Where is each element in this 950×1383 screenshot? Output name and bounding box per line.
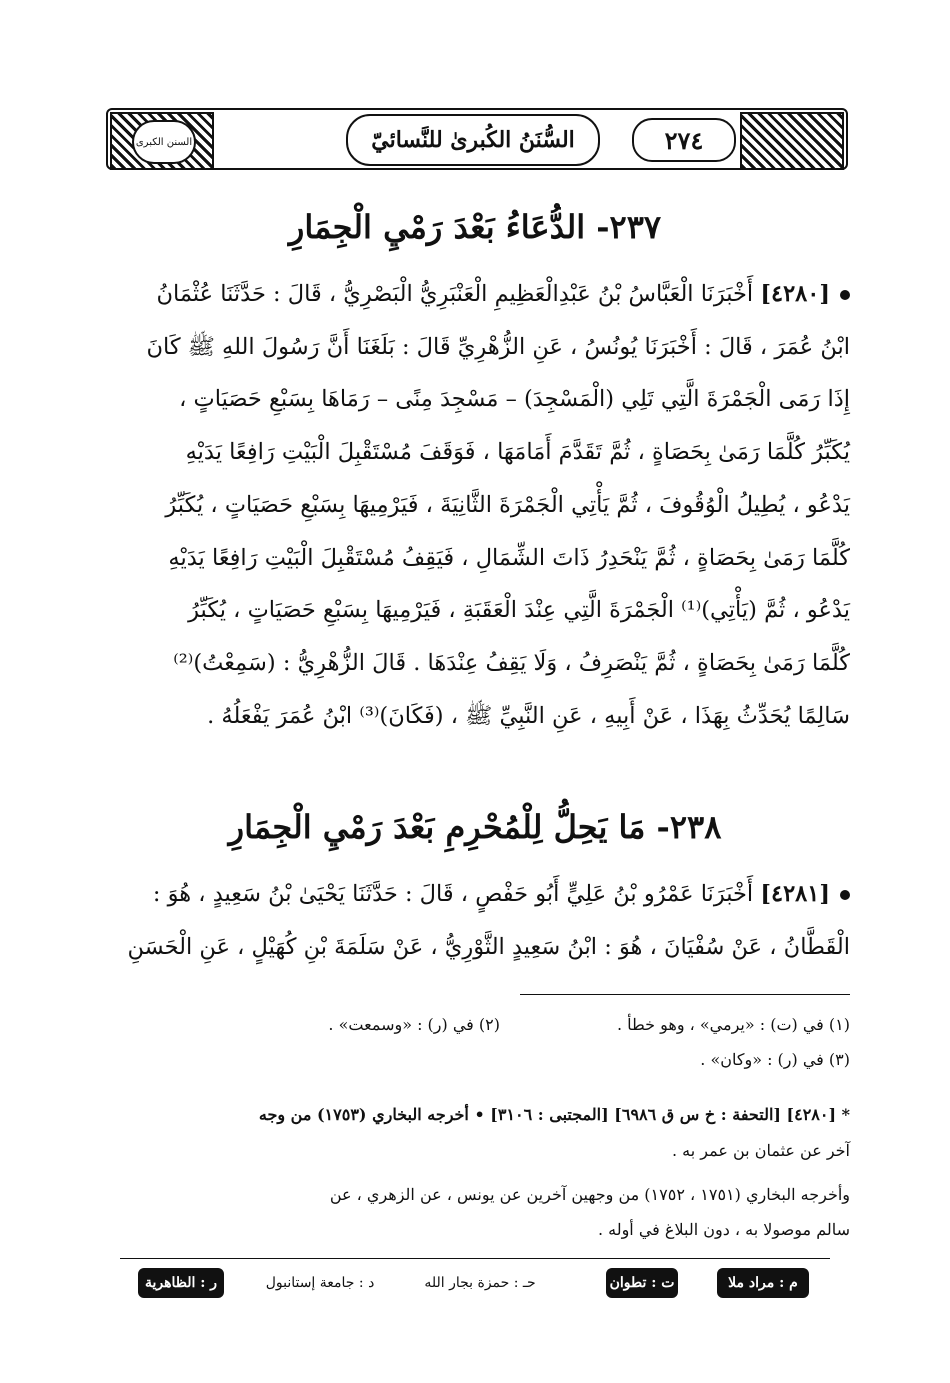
page-number-box xyxy=(632,118,736,162)
text-line: يُكَبِّرُ كُلَّمَا رَمَىٰ بِحَصَاةٍ ، ثُمَّ تَقَدَّمَ أَمَامَهَا ، فَوَقَفَ مُسْتَقْبِلَ الْبَيْتِ رَافِعًا يَدَيْهِ xyxy=(185,439,850,466)
footnote-2: (٢) في (ر) : «وسمعت» . xyxy=(328,1015,500,1034)
footer-source-d: د : جامعة إستانبول xyxy=(265,1275,375,1291)
footer-source-m: م : مراد ملا xyxy=(717,1268,809,1298)
footnote-1: (١) في (ت) : «يرمي» ، وهو خطأ . xyxy=(616,1015,850,1034)
takhrij-line-4: سالم موصولا به ، دون البلاغ في أوله . xyxy=(597,1220,850,1239)
bullet-icon xyxy=(840,890,850,900)
book-title: السُّنَنُ الكُبرىٰ للنَّسائيّ xyxy=(371,127,575,153)
takhrij-line-3: وأخرجه البخاري (١٧٥١ ، ١٧٥٢) من وجهين آخرين عن يونس ، عن الزهري ، عن xyxy=(329,1185,850,1204)
page-number: ٢٧٤ xyxy=(664,125,704,155)
text-line xyxy=(100,268,850,321)
text-line: كُلَّمَا رَمَىٰ بِحَصَاةٍ ، ثُمَّ يَنْحَدِرُ ذَاتَ الشِّمَالِ ، فَيَقِفُ مُسْتَقْبِلَ الْبَيْتِ رَافِعًا يَدَيْهِ xyxy=(168,544,850,571)
text-line: الْقَطَّانُ ، عَنْ سُفْيَانَ ، هُوَ : ابْنُ سَعِيدٍ الثَّوْرِيُّ ، عَنْ سَلَمَةَ بْنِ كُهَيْلٍ ، عَنِ الْحَسَنِ xyxy=(127,933,850,960)
hadith-number: [٤٢٨١] xyxy=(760,881,830,907)
text-line: سَالِمًا يُحَدِّثُ بِهَذَا ، عَنْ أَبِيهِ ، عَنِ النَّبِيِّ ﷺ ، (فَكَانَ)⁽³⁾ ابْنُ عُمَرَ يَفْعَلُهُ . xyxy=(207,702,850,729)
text-line: يَدْعُو ، ثُمَّ (يَأْتِي)⁽¹⁾ الْجَمْرَةَ الَّتِي عِنْدَ الْعَقَبَةِ ، فَيَرْمِيهَا بِسَبْعِ حَصَيَاتٍ ، يُكَبِّرُ xyxy=(188,597,850,624)
hadith-4281 xyxy=(100,868,850,973)
right-ornament xyxy=(740,112,844,170)
hadith-4280 xyxy=(100,268,850,742)
line-text: أَخْبَرَنَا عَمْرُو بْنُ عَلِيٍّ أَبُو حَفْصٍ ، قَالَ : حَدَّثَنَا يَحْيَىٰ بْنُ سَعِيدٍ ، هُوَ : xyxy=(152,881,754,907)
text-line: ابْنُ عُمَرَ ، قَالَ : أَخْبَرَنَا يُونُسُ ، عَنِ الزُّهْرِيِّ قَالَ : بَلَغَنَا أَنَّ رَسُولَ اللهِ ﷺ كَانَ xyxy=(146,333,850,360)
footer-source-t: ت : تطوان xyxy=(606,1268,678,1298)
hadith-number: [٤٢٨٠] xyxy=(760,281,830,307)
text-line: يَدْعُو ، يُطِيلُ الْوُقُوفَ ، ثُمَّ يَأْتِي الْجَمْرَةَ الثَّانِيَةَ ، فَيَرْمِيهَا بِسَبْعِ حَصَيَاتٍ ، يُكَبِّرُ xyxy=(165,491,850,518)
footer-source-r: ر : الظاهرية xyxy=(138,1268,224,1298)
seal-text: السنن الكبرى xyxy=(135,136,193,148)
line-text: أَخْبَرَنَا الْعَبَّاسُ بْنُ عَبْدِالْعَظِيمِ الْعَنْبَرِيُّ الْبَصْرِيُّ ، قَالَ : حَدَّثَنَا عُثْمَانُ xyxy=(156,281,754,307)
footnote-rule xyxy=(520,994,850,995)
takhrij-line-1: * [٤٢٨٠] [التحفة : خ س ق ٦٩٨٦] [المجتبى : ٣١٠٦] • أخرجه البخاري (١٧٥٣) من وجه xyxy=(258,1105,850,1124)
section-heading-237: ٢٣٧- الدُّعَاءُ بَعْدَ رَمْيِ الْجِمَارِ xyxy=(288,208,662,246)
text-line: كُلَّمَا رَمَىٰ بِحَصَاةٍ ، ثُمَّ يَنْصَرِفُ ، وَلَا يَقِفُ عِنْدَهَا . قَالَ الزُّهْرِيُّ : (سَمِعْتُ)⁽²⁾ xyxy=(173,649,850,676)
bullet-icon xyxy=(840,290,850,300)
footnote-3: (٣) في (ر) : «وكان» . xyxy=(700,1050,850,1069)
section-heading-238: ٢٣٨- مَا يَحِلُّ لِلْمُحْرِمِ بَعْدَ رَمْيِ الْجِمَارِ xyxy=(228,808,722,846)
book-seal-icon xyxy=(132,120,196,164)
left-ornament xyxy=(110,112,214,170)
page-header xyxy=(106,108,848,170)
footer-rule xyxy=(120,1258,830,1259)
book-title-box xyxy=(346,114,600,166)
text-line xyxy=(100,868,850,921)
takhrij-line-2: آخر عن عثمان بن عمر به . xyxy=(671,1141,850,1160)
text-line: إِذَا رَمَى الْجَمْرَةَ الَّتِي تَلِي (الْمَسْجِدَ) – مَسْجِدَ مِنًى – رَمَاهَا بِسَبْعِ حَصَيَاتٍ ، xyxy=(179,386,850,413)
footer-source-h: حـ : حمزة بجار الله xyxy=(424,1275,536,1291)
